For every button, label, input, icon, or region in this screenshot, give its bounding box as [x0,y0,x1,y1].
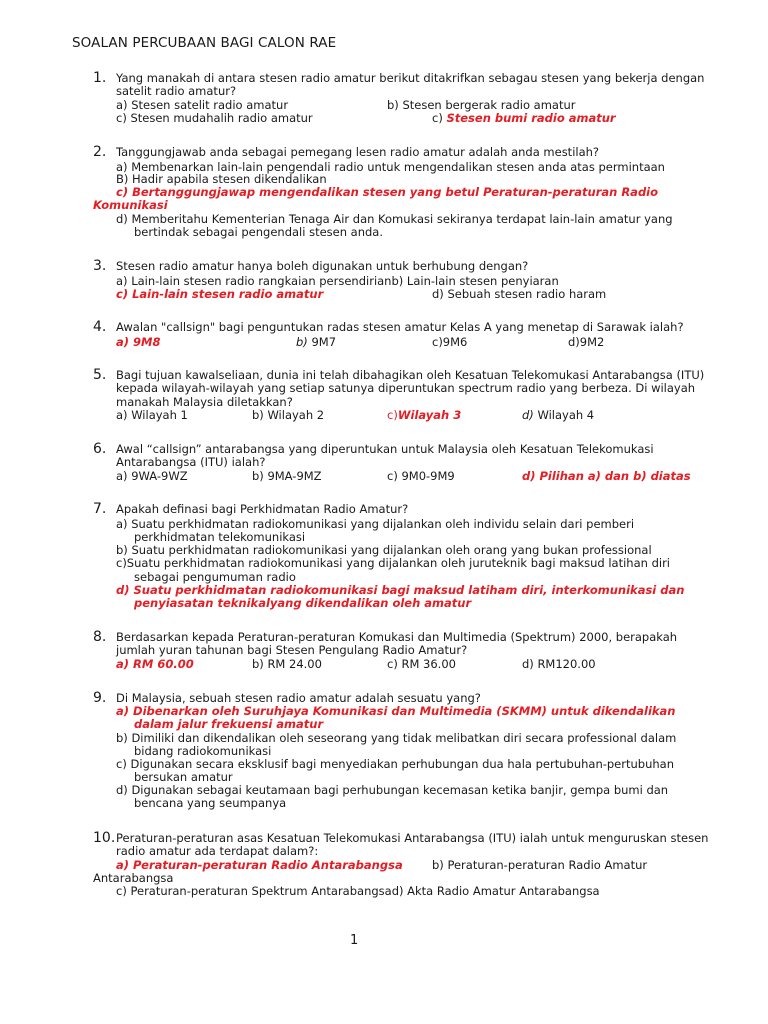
option-d-cont: bencana yang seumpanya [134,796,287,810]
question-stem-line: Berdasarkan kepada Peraturan-peraturan Komukasi dan Multimedia (Spektrum) 2000, berapakah [116,630,678,644]
option-b: b) Stesen bergerak radio amatur [387,98,576,112]
question-number: 8. [93,629,107,645]
question-stem-line: satelit radio amatur? [116,84,237,98]
correct-answer: d) Pilihan a) dan b) diatas [522,469,691,483]
document-title: SOALAN PERCUBAAN BAGI CALON RAE [72,35,337,51]
option-c-d: c) Peraturan-peraturan Spektrum Antarabangsad) Akta Radio Amatur Antarabangsa [116,884,600,898]
option-b: b) Suatu perkhidmatan radiokomunikasi yang dijalankan oleh orang yang bukan professional [116,543,652,557]
option-d: d)9M2 [568,335,605,349]
question-stem-line: Bagi tujuan kawalseliaan, dunia ini telah dibahagikan oleh Kesatuan Telekomukasi Antarabangsa (ITU) [116,368,705,382]
option-b: b) 9M7 [296,335,337,349]
option-b-prefix: b) [296,335,308,349]
question-stem-line: Awalan "callsign" bagi penguntukan radas stesen amatur Kelas A yang menetap di Sarawak ialah? [116,320,684,334]
question-number: 2. [93,144,107,160]
option-b: B) Hadir apabila stesen dikendalikan [116,172,327,186]
option-b: b) Wilayah 2 [252,408,325,422]
option-b-cont: Antarabangsa [93,871,174,885]
option-b: b) Peraturan-peraturan Radio Amatur [432,858,648,872]
option-b-cont: bidang radiokomunikasi [134,744,272,758]
option-a-cont: perkhidmatan telekomunikasi [134,530,306,544]
question-number: 5. [93,367,107,383]
question-stem-line: radio amatur ada terdapat dalam?: [116,844,319,858]
question-stem-line: Di Malaysia, sebuah stesen radio amatur adalah sesuatu yang? [116,691,481,705]
correct-answer: a) RM 60.00 [116,657,194,671]
option-b: b) Dimiliki dan dikendalikan oleh seseorang yang tidak melibatkan diri secara professional dalam [116,731,677,745]
option-d: d) Wilayah 4 [522,408,595,422]
question-stem-line: Apakah definasi bagi Perkhidmatan Radio Amatur? [116,502,409,516]
question-stem-line: Yang manakah di antara stesen radio amatur berikut ditakrifkan sebagau stesen yang bekerja dengan [116,71,705,85]
option-c: c)9M6 [432,335,468,349]
question-number: 4. [93,319,107,335]
option-c: c) 9M0-9M9 [387,469,455,483]
option-c [387,409,461,422]
option-c: c) Stesen mudahalih radio amatur [116,111,313,125]
question-number: 10. [93,830,116,846]
question-stem-line: kepada wilayah-wilayah yang setiap satunya diperuntukan spectrum radio yang berbeza. Di wilayah [116,381,696,395]
correct-answer-cont: Komunikasi [93,198,168,212]
question-stem-line: Awal “callsign” antarabangsa yang diperuntukan untuk Malaysia oleh Kesatuan Telekomukasi [116,442,654,456]
option-c: c) Digunakan secara eksklusif bagi menyediakan perhubungan dua hala pertubuhan-pertubuhan [116,757,674,771]
option-a: a) 9WA-9WZ [116,469,188,483]
question-number: 6. [93,441,107,457]
option-c-prefix: c) [387,408,398,422]
option-c: c)Suatu perkhidmatan radiokomunikasi yang dijalankan oleh juruteknik bagi maksud latihan diri [116,556,670,570]
correct-answer: Wilayah 3 [397,408,462,422]
question-stem-line: Stesen radio amatur hanya boleh digunakan untuk berhubung dengan? [116,259,529,273]
question-stem-line: jumlah yuran tahunan bagi Stesen Pengulang Radio Amatur? [116,643,468,657]
option-d: d) Digunakan sebagai keutamaan bagi perhubungan kecemasan ketika banjir, gempa bumi dan [116,783,669,797]
page-number: 1 [350,933,359,948]
question-stem-line: manakah Malaysia diletakkan? [116,395,293,409]
question-stem-line: Antarabangsa (ITU) ialah? [116,455,266,469]
correct-answer: a) 9M8 [116,335,161,349]
option-d: d) Sebuah stesen radio haram [432,287,607,301]
option-d-prefix: c) [432,111,447,125]
option-d: d) RM120.00 [522,657,596,671]
correct-answer: a) Dibenarkan oleh Suruhjaya Komunikasi dan Multimedia (SKMM) untuk dikendalikan [116,704,676,718]
option-a: a) Stesen satelit radio amatur [116,98,289,112]
question-number: 7. [93,501,107,517]
correct-answer-cont: dalam jalur frekuensi amatur [134,717,324,731]
question-stem-line: Peraturan-peraturan asas Kesatuan Telekomukasi Antarabangsa (ITU) ialah untuk menguruskan stesen [116,831,709,845]
option-b: b) 9MA-9MZ [252,469,322,483]
option-c-cont: bersukan amatur [134,770,233,784]
option-d: d) Memberitahu Kementerian Tenaga Air dan Komukasi sekiranya terdapat lain-lain amatur yang [116,212,673,226]
option-a-b: a) Lain-lain stesen radio rangkaian persendirianb) Lain-lain stesen penyiaran [116,274,559,288]
option-d-cont: bertindak sebagai pengendali stesen anda. [134,225,384,239]
question-number: 3. [93,258,107,274]
question-number: 9. [93,690,107,706]
correct-answer: a) Peraturan-peraturan Radio Antarabangsa [116,858,403,872]
correct-answer: c) Lain-lain stesen radio amatur [116,287,324,301]
option-b: b) RM 24.00 [252,657,322,671]
option-a: a) Membenarkan lain-lain pengendali radio untuk mengendalikan stesen anda atas permintaan [116,160,665,174]
option-a: a) Wilayah 1 [116,408,188,422]
option-c: c) RM 36.00 [387,657,456,671]
option-d [432,112,616,125]
question-stem-line: Tanggungjawab anda sebagai pemegang lesen radio amatur adalah anda mestilah? [116,145,600,159]
option-c-cont: sebagai pengumuman radio [134,570,296,584]
option-d-prefix: d) [522,408,534,422]
option-a: a) Suatu perkhidmatan radiokomunikasi yang dijalankan oleh individu selain dari pemberi [116,517,635,531]
correct-answer: Stesen bumi radio amatur [446,111,616,125]
correct-answer: d) Suatu perkhidmatan radiokomunikasi bagi maksud latiham diri, interkomunikasi dan [116,583,685,597]
question-number: 1. [93,70,107,86]
correct-answer: c) Bertanggungjawap mengendalikan stesen yang betul Peraturan-peraturan Radio [116,185,659,199]
correct-answer-cont: penyiasatan teknikalyang dikendalikan oleh amatur [134,596,472,610]
